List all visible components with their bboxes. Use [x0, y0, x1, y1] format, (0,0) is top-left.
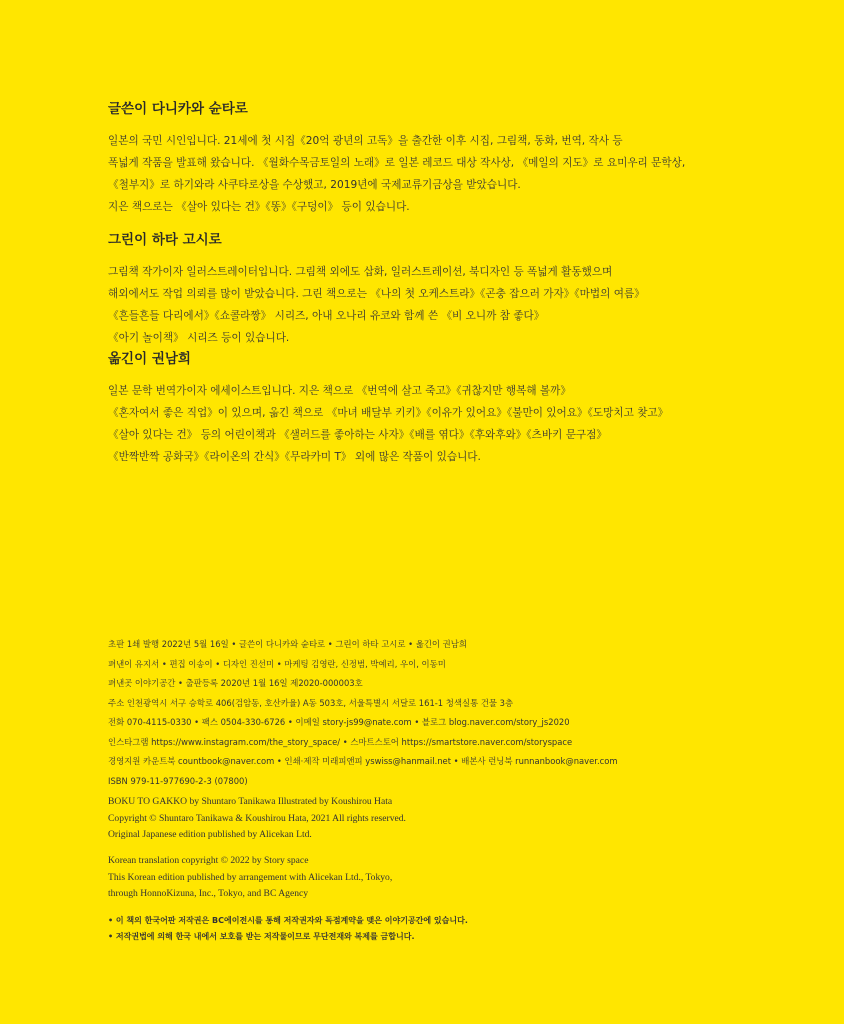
- original-copyright-line: Original Japanese edition published by Alicekan Ltd.: [108, 829, 312, 840]
- author-bio-line: 《철부지》로 하기와라 사쿠타로상을 수상했고, 2019년에 국제교류기금상을 받았습니다.: [108, 179, 521, 191]
- translator-bio: [108, 350, 798, 468]
- author-bio-line: 지은 책으로는 《살아 있다는 건》《똥》《구덩이》 등이 있습니다.: [108, 201, 410, 213]
- author-bio: [108, 100, 798, 218]
- original-copyright-line: BOKU TO GAKKO by Shuntaro Tanikawa Illustrated by Koushirou Hata: [108, 796, 393, 807]
- colophon-line-contact: 전화 070-4115-0330 • 팩스 0504-330-6726 • 이메일 story-js99@nate.com • 블로그 blog.naver.com/story_js2020: [108, 717, 570, 727]
- author-bio-line: 일본의 국민 시인입니다. 21세에 첫 시집《20억 광년의 고독》을 출간한 이후 시집, 그림책, 동화, 번역, 작사 등: [108, 135, 623, 147]
- translator-bio-line: 《혼자여서 좋은 직업》이 있으며, 옮긴 책으로 《마녀 배달부 키키》《이유가 있어요》《불만이 있어요》《도망치고 찾고》: [108, 407, 669, 419]
- illustrator-bio: [108, 231, 798, 349]
- translator-bio-line: 일본 문학 번역가이자 에세이스트입니다. 지은 책으로 《번역에 살고 죽고》《귀찮지만 행복해 볼까》: [108, 385, 571, 397]
- translation-copyright-line: This Korean edition published by arrangement with Alicekan Ltd., Tokyo,: [108, 871, 393, 883]
- legal-notes: [108, 913, 468, 945]
- translation-copyright-line: through HonnoKizuna, Inc., Tokyo, and BC Agency: [108, 888, 309, 899]
- original-copyright: [108, 794, 406, 844]
- illustrator-bio-line: 《흔들흔들 다리에서》《쇼콜라짱》 시리즈, 아내 오나리 유코와 함께 쓴 《비 오니까 참 좋다》: [108, 310, 545, 322]
- colophon-line-publisher: 펴낸곳 이야기공간 • 출판등록 2020년 1월 16일 제2020-000003호: [108, 678, 363, 688]
- author-bio-line: 폭넓게 작품을 발표해 왔습니다. 《월화수목금토일의 노래》로 일본 레코드 대상 작사상, 《메일의 지도》로 요미우리 문학상,: [108, 157, 686, 169]
- colophon: [108, 635, 808, 791]
- illustrator-bio-line: 그림책 작가이자 일러스트레이터입니다. 그림책 외에도 삽화, 일러스트레이션, 북디자인 등 폭넓게 활동했으며: [108, 266, 613, 278]
- translator-bio-line: 《반짝반짝 공화국》《라이온의 간식》《무라카미 T》 외에 많은 작품이 있습니다.: [108, 451, 481, 463]
- colophon-line-support: 경영지원 카운트북 countbook@naver.com • 인쇄·제작 미래피앤피 yswiss@hanmail.net • 배본사 런닝북 runnanbook@naver.com: [108, 756, 618, 766]
- legal-note: • 저작권법에 의해 한국 내에서 보호를 받는 저작물이므로 무단전재와 복제를 금합니다.: [108, 932, 415, 941]
- colophon-line-staff: 펴낸이 유지서 • 편집 이송이 • 디자인 진선미 • 마케팅 김영란, 신정범, 박예리, 우이, 이동미: [108, 658, 446, 669]
- author-heading: 글쓴이 다니카와 슌타로: [108, 101, 248, 117]
- isbn: ISBN 979-11-977690-2-3 (07800): [108, 775, 248, 786]
- illustrator-bio-line: 해외에서도 작업 의뢰를 많이 받았습니다. 그린 책으로는 《나의 첫 오케스트라》《곤충 잡으러 가자》《마법의 여름》: [108, 288, 645, 300]
- translation-copyright-line: Korean translation copyright © 2022 by Story space: [108, 855, 309, 866]
- original-copyright-line: Copyright © Shuntaro Tanikawa & Koushirou Hata, 2021 All rights reserved.: [108, 812, 406, 824]
- illustrator-heading: 그린이 하타 고시로: [108, 232, 222, 248]
- colophon-line-address: 주소 인천광역시 서구 승학로 406(검암동, 호산카율) A동 503호, 서울특별시 서달로 161-1 청색실통 건물 3층: [108, 697, 514, 708]
- legal-note: • 이 책의 한국어판 저작권은 BC에이전시를 통해 저작권자와 독점계약을 맺은 이야기공간에 있습니다.: [108, 916, 468, 925]
- illustrator-bio-line: 《아기 놀이책》 시리즈 등이 있습니다.: [108, 332, 290, 344]
- translator-bio-line: 《살아 있다는 건》 등의 어린이책과 《샐러드를 좋아하는 사자》《배를 엮다》《후와후와》《츠바키 문구점》: [108, 429, 607, 441]
- korean-translation-copyright: [108, 853, 392, 903]
- colophon-line-edition: 초판 1쇄 발행 2022년 5월 16일 • 글쓴이 다니카와 슌타로 • 그린이 하타 고시로 • 옮긴이 권남희: [108, 639, 467, 649]
- translator-heading: 옮긴이 권남희: [108, 351, 191, 367]
- colophon-line-instagram: 인스타그램 https://www.instagram.com/the_story_space/ • 스마트스토어 https://smartstore.naver.com/storyspace: [108, 736, 573, 747]
